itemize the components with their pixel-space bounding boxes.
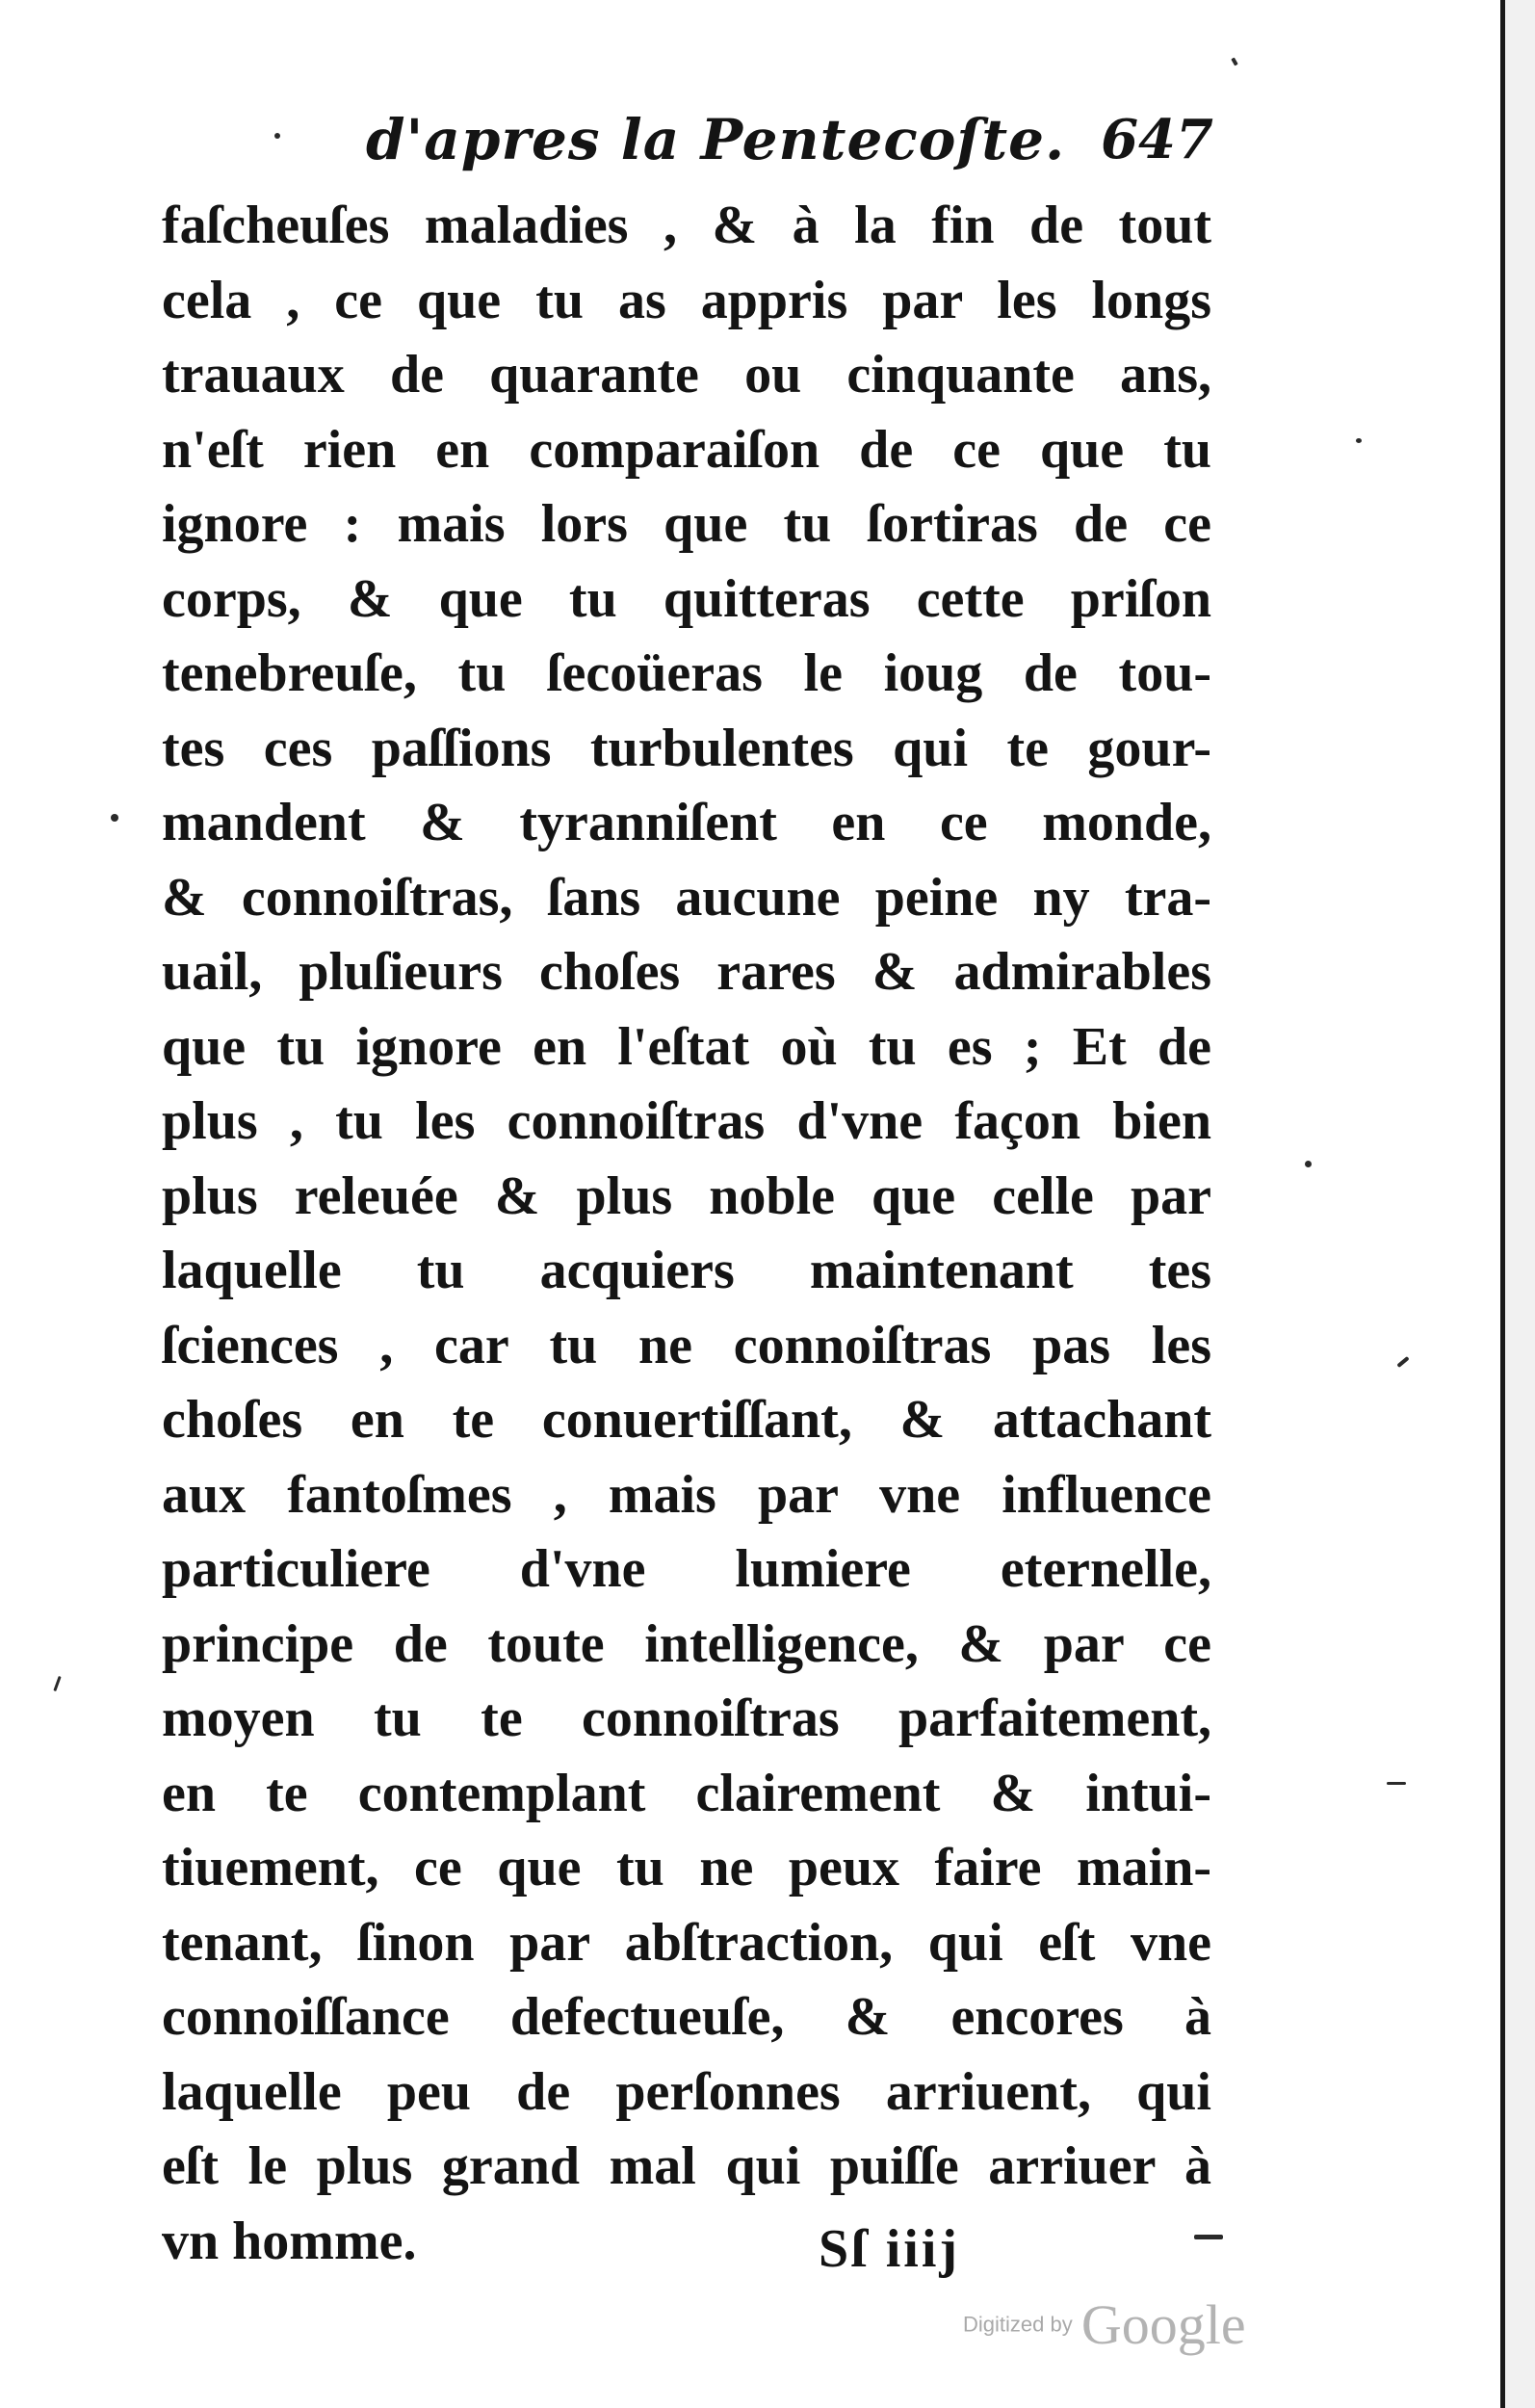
text-line: cela , ce que tu as appris par les longs (162, 270, 1211, 330)
scan-speck (1356, 438, 1362, 443)
text-line: tes ces paſſions turbulentes qui te gour- (162, 718, 1211, 778)
text-line: trauaux de quarante ou cinquante ans, (162, 345, 1211, 405)
scan-speck (1396, 1356, 1409, 1368)
google-logo: Google (1080, 2293, 1246, 2356)
page-edge-shadow (1500, 0, 1505, 2408)
text-line: que tu ignore en l'eſtat où tu es ; Et de (162, 1016, 1211, 1077)
scan-speck (1305, 1161, 1312, 1167)
text-line: moyen tu te connoiſtras parfaitement, (162, 1688, 1211, 1748)
text-line: principe de toute intelligence, & par ce (162, 1613, 1211, 1674)
text-line: eſt le plus grand mal qui puiſſe arriuer à (162, 2136, 1211, 2196)
text-line: uail, pluſieurs choſes rares & admirables (162, 942, 1211, 1002)
text-line: tiuement, ce que tu ne peux faire main- (162, 1838, 1211, 1898)
text-line-last: vn homme. (162, 2211, 417, 2271)
text-line: laquelle tu acquiers maintenant tes (162, 1241, 1211, 1300)
text-line: particuliere d'vne lumiere eternelle, (162, 1539, 1211, 1599)
text-line: n'eſt rien en comparaiſon de ce que tu (162, 419, 1211, 480)
text-line: laquelle peu de perſonnes arriuent, qui (162, 2061, 1211, 2122)
scan-speck (1231, 58, 1237, 66)
text-line: aux fantoſmes , mais par vne influence (162, 1464, 1211, 1525)
text-line: tenant, ſinon par abſtraction, qui eſt vne (162, 1912, 1211, 1973)
watermark-prefix: Digitized by (963, 2312, 1073, 2337)
text-line: ſciences , car tu ne connoiſtras pas les (162, 1315, 1211, 1375)
scan-speck (1387, 1782, 1406, 1785)
text-line: connoiſſance defectueuſe, & encores à (162, 1987, 1211, 2047)
text-line: & connoiſtras, ſans aucune peine ny tra- (162, 867, 1211, 928)
scan-speck (111, 814, 118, 822)
text-line: choſes en te conuertiſſant, & attachant (162, 1390, 1211, 1450)
text-line: plus releuée & plus noble que celle par (162, 1165, 1211, 1226)
text-line: ignore : mais lors que tu ſortiras de ce (162, 494, 1211, 554)
page-number: 647 (1101, 108, 1213, 171)
text-line: en te contemplant clairement & intui- (162, 1763, 1211, 1823)
text-line: corps, & que tu quitteras cette priſon (162, 568, 1211, 629)
scan-speck (1194, 2235, 1223, 2239)
running-title: d'apres la Pentecoſte. (366, 107, 1066, 172)
text-line: tenebreuſe, tu ſecoüeras le ioug de tou- (162, 643, 1211, 703)
scan-margin (1505, 0, 1535, 2408)
text-line: mandent & tyranniſent en ce monde, (162, 793, 1211, 852)
text-line: faſcheuſes maladies , & à la fin de tout (162, 196, 1211, 255)
google-watermark (963, 2292, 1290, 2369)
text-line: plus , tu les connoiſtras d'vne façon bien (162, 1091, 1211, 1151)
page-header (164, 96, 1213, 183)
scan-speck (274, 133, 280, 139)
body-text (162, 189, 1211, 2279)
signature-mark: Sſ iiij (819, 2219, 961, 2279)
scan-speck (53, 1676, 61, 1691)
